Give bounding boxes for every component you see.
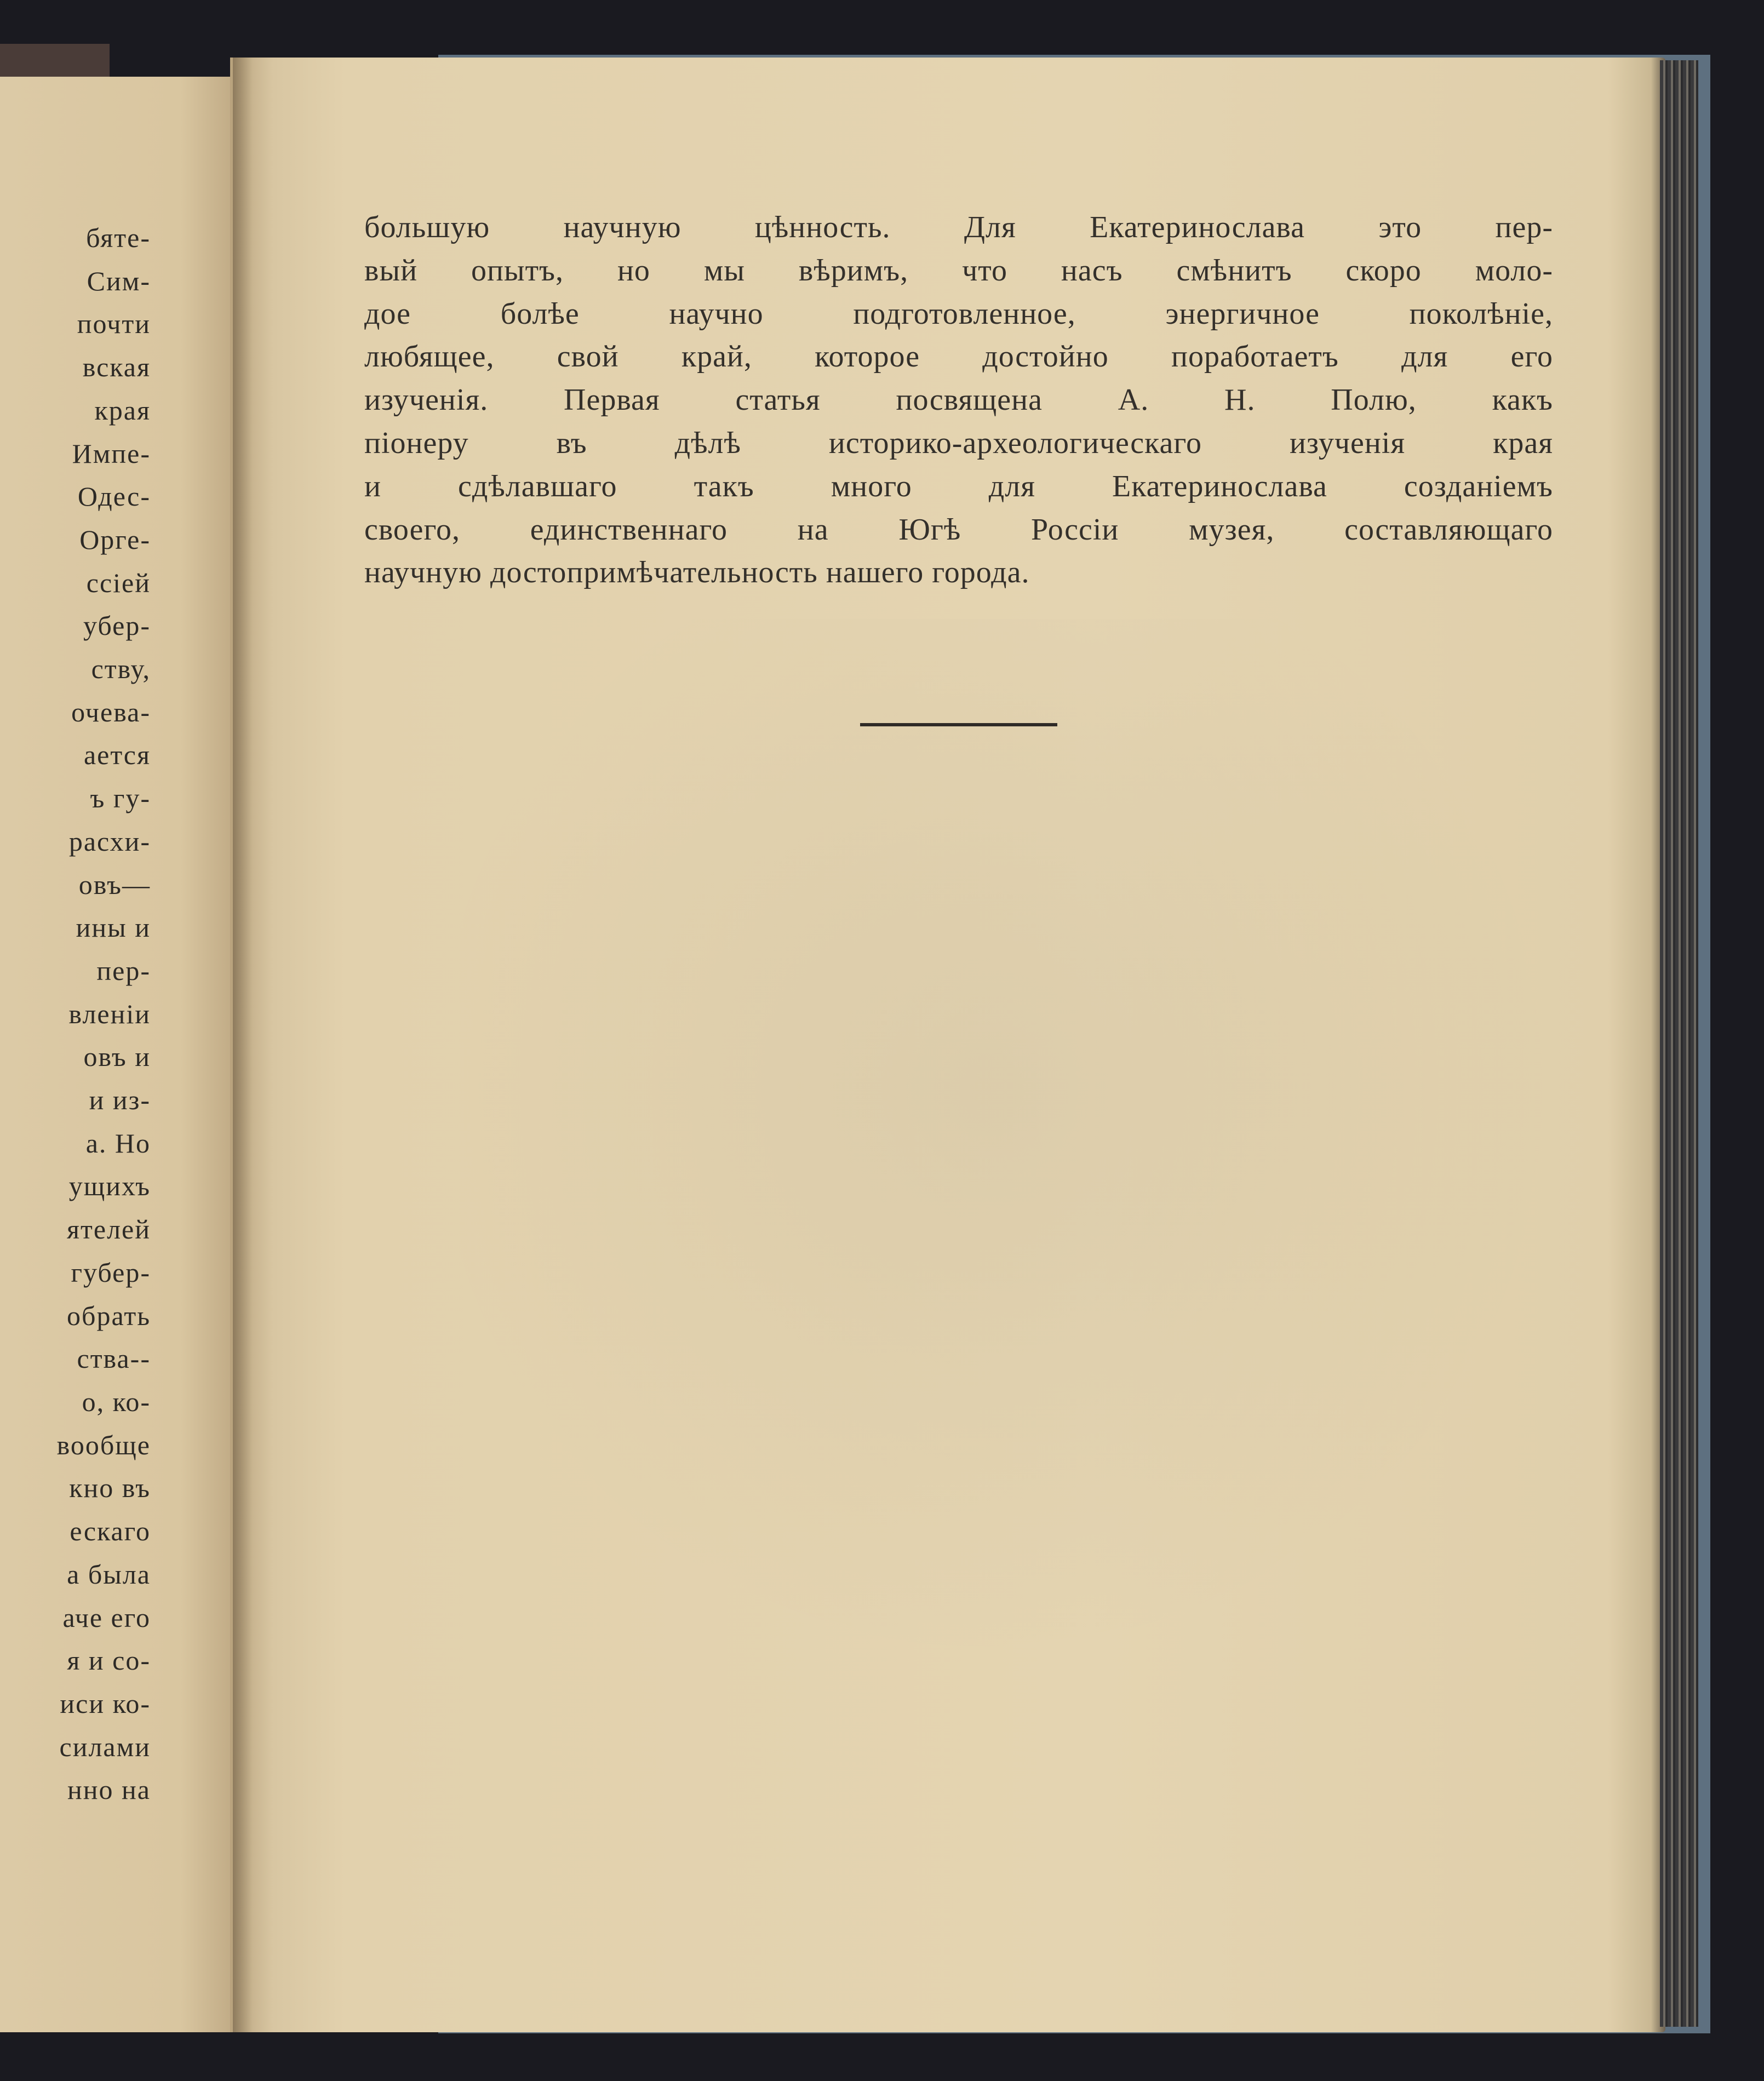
left-page-line: вообще	[56, 1429, 151, 1460]
left-page-line: аче его	[62, 1602, 151, 1633]
left-page-line: я и со-	[67, 1645, 151, 1676]
left-page-line: почти	[77, 308, 151, 340]
left-page-line: овъ и	[83, 1041, 151, 1073]
left-page-line: губер-	[71, 1257, 151, 1288]
left-page-line: Сим-	[87, 265, 151, 296]
left-page-line: очева-	[71, 696, 151, 727]
paragraph-line: большую научную цѣнность. Для Екатеринослава это пер-	[364, 210, 1553, 244]
left-page-line: ству,	[91, 653, 151, 685]
left-page-line: и из-	[89, 1085, 151, 1116]
left-page-line: а. Но	[85, 1127, 151, 1159]
paragraph-line: піонеру въ дѣлѣ историко-археологическаго изученія края	[364, 426, 1553, 460]
left-page-line: расхи-	[68, 825, 151, 857]
left-page-line: ается	[83, 739, 151, 771]
left-page-line: силами	[59, 1731, 151, 1762]
left-page-line: ины и	[76, 912, 151, 943]
paragraph-line: своего, единственнаго на Югѣ Россіи музея, составляющаго	[364, 512, 1553, 547]
left-page-line: бяте-	[86, 222, 151, 253]
left-page-line: ятелей	[67, 1214, 151, 1245]
left-page-line: Импе-	[72, 438, 151, 469]
paragraph-line: дое болѣе научно подготовленное, энергичное поколѣніе,	[364, 296, 1553, 331]
gutter-shadow	[233, 58, 253, 2032]
left-page-line: пер-	[96, 955, 151, 986]
left-page-line: о, ко-	[82, 1386, 151, 1417]
left-page-line: ущихъ	[68, 1171, 151, 1202]
left-page-line: убер-	[83, 610, 151, 641]
left-page-text	[0, 216, 151, 1811]
paragraph-line: любящее, свой край, которое достойно поработаетъ для его	[364, 340, 1553, 374]
left-page-line: ескаго	[70, 1516, 151, 1547]
left-page-line: ства--	[77, 1343, 151, 1374]
bleed-through-image	[460, 619, 1561, 1665]
left-cover-corner	[0, 44, 110, 77]
paragraph-line: и сдѣлавшаго такъ много для Екатеринослава созданіемъ	[364, 469, 1553, 503]
right-page-paragraph	[364, 206, 1553, 594]
left-page-line: обрать	[67, 1300, 151, 1331]
left-page-line: вленіи	[68, 998, 151, 1029]
left-page-line: Одес-	[77, 481, 151, 512]
paragraph-line: изученія. Первая статья посвящена А. Н. Полю, какъ	[364, 383, 1553, 417]
left-page-line: Орге-	[79, 524, 151, 555]
left-page-line: овъ—	[78, 869, 151, 900]
left-page-line: а была	[67, 1558, 151, 1590]
left-page-line: иси ко-	[60, 1688, 151, 1719]
left-page-line: нно на	[67, 1774, 151, 1805]
left-page-line: ссіей	[86, 567, 151, 598]
left-page-line: вская	[82, 352, 151, 383]
paragraph-line: вый опытъ, но мы вѣримъ, что насъ смѣнитъ скоро моло-	[364, 253, 1553, 288]
page-edges	[1660, 60, 1698, 2027]
paragraph-line: научную достопримѣчательность нашего города.	[364, 555, 1030, 590]
left-page-line: края	[94, 394, 151, 426]
left-page-line: кно въ	[69, 1472, 151, 1504]
section-divider-rule	[860, 723, 1057, 726]
left-page-line: ъ гу-	[90, 783, 151, 814]
